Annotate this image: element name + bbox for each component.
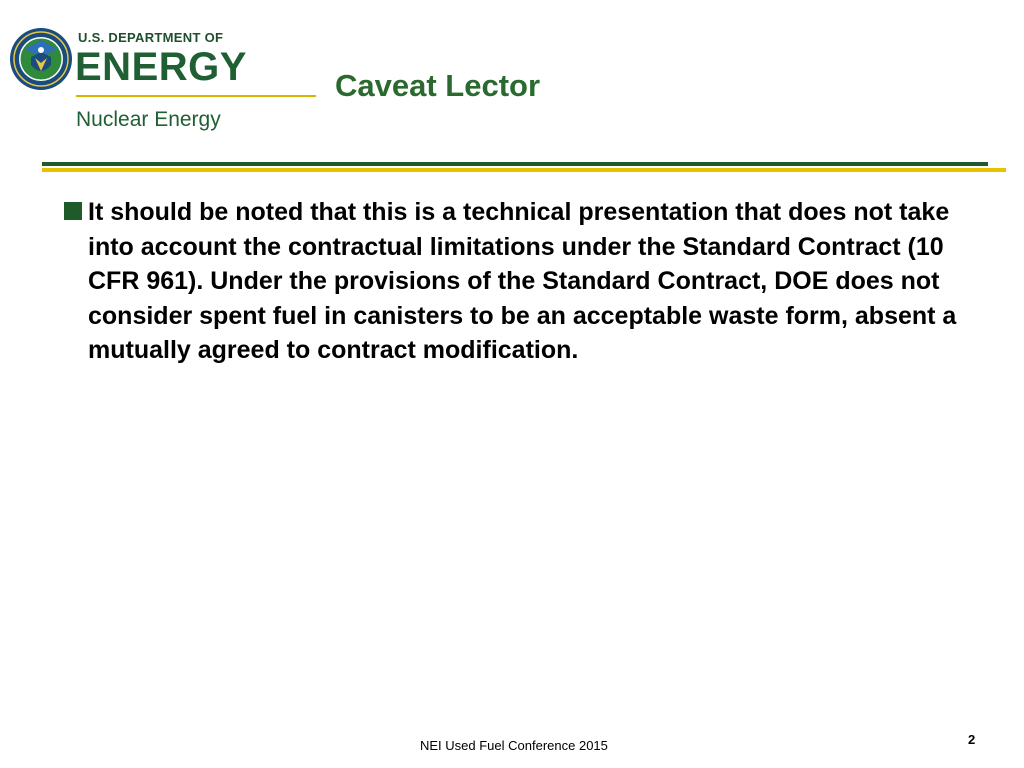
logo-department-text: U.S. DEPARTMENT OF <box>78 30 224 45</box>
logo-divider <box>76 95 316 97</box>
header-divider-yellow <box>42 168 1006 172</box>
page-number: 2 <box>968 732 976 747</box>
logo-office-text: Nuclear Energy <box>76 108 221 131</box>
doe-seal-icon <box>9 27 73 91</box>
square-bullet-icon <box>64 202 82 220</box>
slide-title: Caveat Lector <box>335 68 541 103</box>
bullet-text: It should be noted that this is a technical presentation that does not take into account the contractual limitations under the Standard Contract (10 CFR 961). Under the provisions of the Standard Contract, DOE does not consider spent fuel in canisters to be an acceptable waste form, absent a mutually agreed to contract modification. <box>88 198 957 364</box>
header-divider-green <box>42 162 988 166</box>
logo-energy-wordmark: ENERGY <box>75 45 247 89</box>
footer-conference: NEI Used Fuel Conference 2015 <box>420 738 608 753</box>
